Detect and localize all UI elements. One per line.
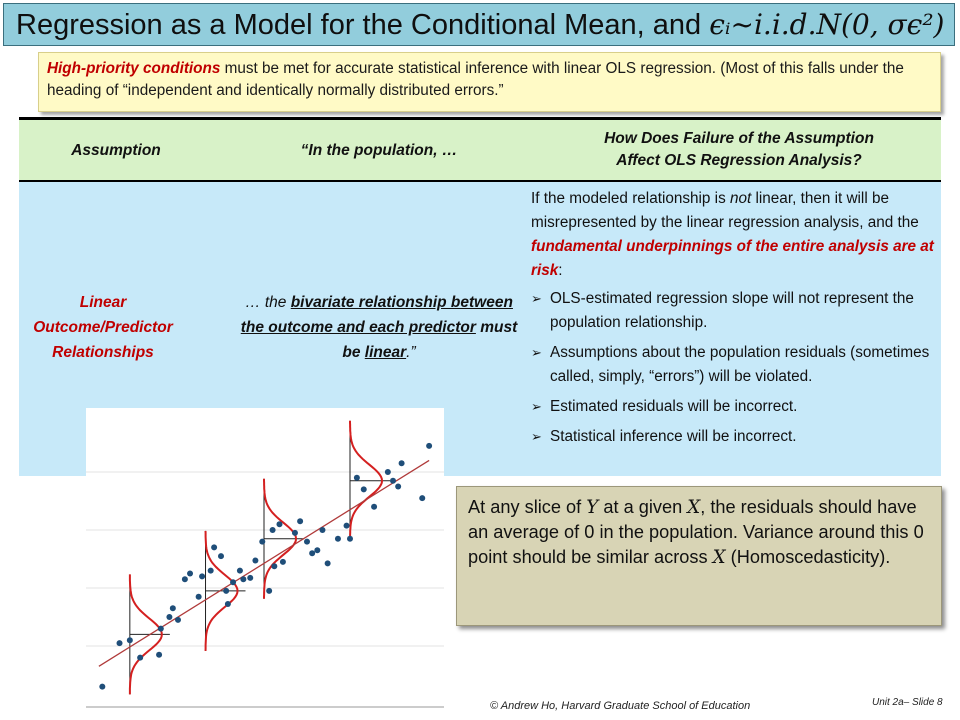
- pop-underline-2: linear: [364, 344, 407, 361]
- failure-bullet: ➢ Statistical inference will be incorrect.: [531, 425, 939, 449]
- data-point: [218, 553, 224, 559]
- data-point: [276, 521, 282, 527]
- data-point: [137, 655, 143, 661]
- data-point: [230, 579, 236, 585]
- data-point: [292, 530, 298, 536]
- header-failure-line1: How Does Failure of the Assumption: [604, 130, 874, 147]
- data-point: [170, 605, 176, 611]
- callout-text-2: at a given: [598, 497, 688, 517]
- data-point: [385, 469, 391, 475]
- data-point: [175, 617, 181, 623]
- header-failure: [559, 128, 919, 172]
- data-point: [426, 443, 432, 449]
- intro-text: must be met for accurate statistical inference with linear OLS regression. (Most of this falls under the heading of “independent and identically normally distributed errors.”: [47, 60, 904, 99]
- data-point: [419, 495, 425, 501]
- data-point: [335, 536, 341, 542]
- slide-number: Unit 2a– Slide 8: [872, 697, 943, 708]
- slide-title: [16, 8, 944, 42]
- callout-text-4: (Homoscedasticity).: [725, 547, 891, 567]
- slide-title-text: Regression as a Model for the Conditional Mean, and: [16, 9, 702, 41]
- scatter-chart: [86, 408, 444, 708]
- data-point: [304, 539, 310, 545]
- data-point: [399, 460, 405, 466]
- failure-intro-red: fundamental underpinnings of the entire analysis are at risk: [531, 238, 934, 279]
- pop-mid: must be: [342, 319, 518, 361]
- data-point: [208, 568, 214, 574]
- failure-bullet: ➢ Assumptions about the population residuals (sometimes called, simply, “errors”) will be violated.: [531, 341, 939, 389]
- callout-var-y: Y: [586, 497, 599, 518]
- data-point: [347, 536, 353, 542]
- data-point: [240, 576, 246, 582]
- data-point: [127, 637, 133, 643]
- data-point: [361, 486, 367, 492]
- header-assumption: Assumption: [71, 142, 161, 159]
- data-point: [211, 544, 217, 550]
- data-point: [156, 652, 162, 658]
- data-point: [237, 568, 243, 574]
- cell-population: [237, 290, 521, 365]
- callout-text-3: , the residuals should have an average of 0 in the population. Variance around this 0 point should be similar across: [468, 497, 924, 567]
- data-point: [259, 539, 265, 545]
- failure-intro-c: :: [558, 262, 563, 279]
- failure-intro: [531, 187, 939, 283]
- data-point: [395, 484, 401, 490]
- callout-text-1: At any slice of: [468, 497, 587, 517]
- data-point: [225, 601, 231, 607]
- callout-var-x2: X: [712, 547, 726, 568]
- failure-intro-not: not: [729, 190, 752, 207]
- failure-bullet: ➢ Estimated residuals will be incorrect.: [531, 395, 939, 419]
- data-point: [371, 504, 377, 510]
- data-point: [314, 547, 320, 553]
- intro-highlight: High-priority conditions: [47, 60, 221, 77]
- scatter-plot-svg: [86, 408, 444, 708]
- data-point: [266, 588, 272, 594]
- table-header: [19, 117, 941, 182]
- assumption-line2: Outcome/Predictor: [33, 319, 173, 336]
- data-point: [223, 588, 229, 594]
- data-point: [182, 576, 188, 582]
- normal-curves: [130, 421, 390, 695]
- data-point: [325, 560, 331, 566]
- data-point: [117, 640, 123, 646]
- data-point: [319, 527, 325, 533]
- data-point: [270, 527, 276, 533]
- failure-bullet: ➢ OLS-estimated regression slope will not represent the population relationship.: [531, 287, 939, 335]
- assumption-line1: Linear: [79, 294, 127, 311]
- data-point: [344, 523, 350, 529]
- data-point: [196, 594, 202, 600]
- header-population: “In the population, …: [300, 142, 458, 159]
- data-point: [354, 475, 360, 481]
- failure-intro-b: linear, then it will be misrepresented by the linear regression analysis, and the: [531, 190, 919, 231]
- pop-post: .”: [406, 344, 416, 361]
- data-point: [158, 626, 164, 632]
- title-bar: [3, 3, 955, 46]
- data-point: [187, 571, 193, 577]
- callout-var-x: X: [687, 497, 701, 518]
- data-point: [297, 518, 303, 524]
- assumption-line3: Relationships: [52, 344, 154, 361]
- data-point: [252, 557, 258, 563]
- data-point: [247, 575, 253, 581]
- data-point: [390, 478, 396, 484]
- failure-bullets: [531, 287, 939, 449]
- homoscedasticity-callout: [456, 486, 942, 626]
- cell-failure: [531, 187, 939, 455]
- data-point: [280, 559, 286, 565]
- pop-underline-1: bivariate relationship between the outcome and each predictor: [240, 294, 513, 336]
- failure-intro-a: If the modeled relationship is: [531, 190, 730, 207]
- data-point: [166, 614, 172, 620]
- intro-callout: [38, 52, 941, 112]
- data-point: [309, 550, 315, 556]
- pop-pre: … the: [245, 294, 291, 311]
- footer-credit: © Andrew Ho, Harvard Graduate School of Education: [490, 700, 751, 712]
- cell-assumption: [23, 290, 183, 365]
- data-point: [99, 684, 105, 690]
- data-point: [199, 573, 205, 579]
- header-failure-line2: Affect OLS Regression Analysis?: [616, 152, 862, 169]
- slide-title-formula: ϵᵢ~i.i.d.N(0, σϵ²): [709, 8, 945, 41]
- data-point: [271, 563, 277, 569]
